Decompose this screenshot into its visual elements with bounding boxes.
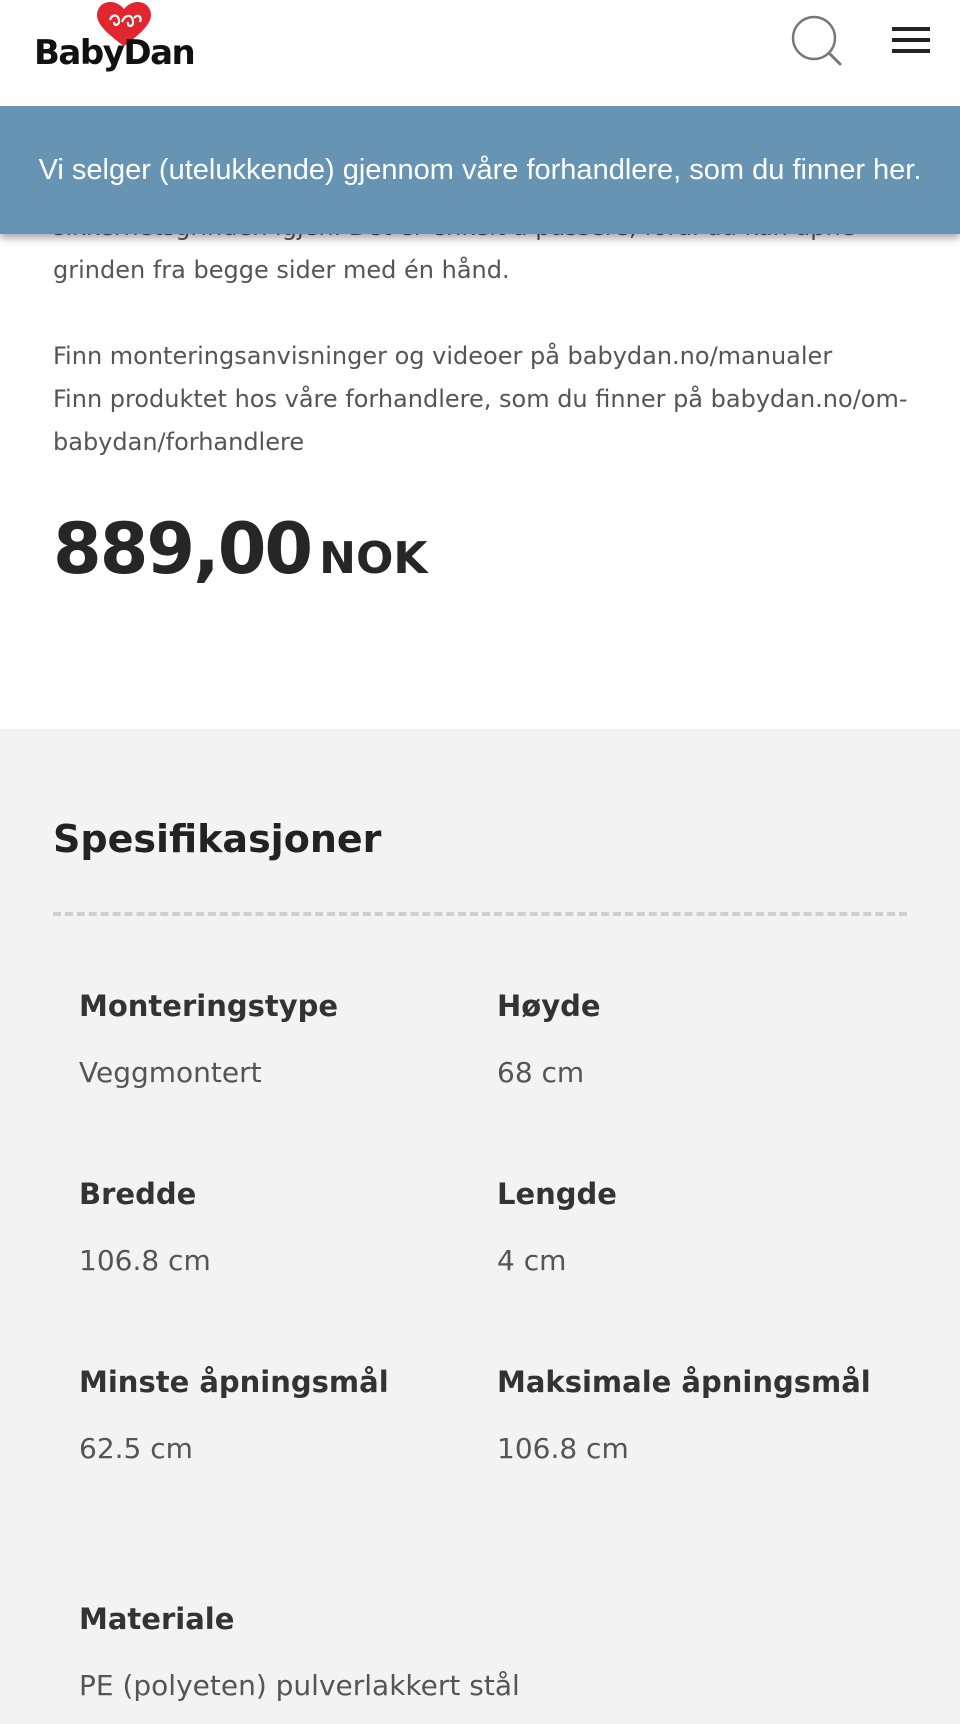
spec-label: Lengde	[497, 1177, 617, 1211]
site-header	[0, 0, 960, 106]
dealers-link-text-cont: babydan/forhandlere	[53, 428, 305, 456]
specifications-title: Spesifikasjoner	[53, 817, 382, 861]
spec-value: 62.5 cm	[79, 1432, 193, 1465]
spec-value: 106.8 cm	[79, 1244, 211, 1277]
dealer-notice-text: Vi selger (utelukkende) gjennom våre forhandlere, som du finner her.	[38, 154, 922, 186]
price-amount: 889,00	[53, 508, 312, 590]
spec-label: Minste åpningsmål	[79, 1365, 389, 1399]
spec-length	[497, 1177, 897, 1277]
spec-value: PE (polyeten) pulverlakkert stål	[79, 1669, 520, 1702]
spec-label: Høyde	[497, 989, 601, 1023]
spec-label: Monteringstype	[79, 989, 339, 1023]
spec-value: 68 cm	[497, 1056, 585, 1089]
product-description	[53, 206, 933, 464]
spec-height	[497, 989, 897, 1089]
spec-mounting-type	[79, 989, 479, 1089]
logo-text: BabyDan	[34, 33, 195, 73]
price-currency: NOK	[319, 533, 428, 584]
search-button[interactable]	[790, 14, 846, 70]
spec-label: Bredde	[79, 1177, 197, 1211]
spec-min-opening	[79, 1365, 479, 1465]
dashed-divider	[53, 912, 907, 916]
product-price	[53, 508, 427, 590]
description-line: grinden fra begge sider med én hånd.	[53, 256, 510, 284]
spec-value: 106.8 cm	[497, 1432, 629, 1465]
spec-width	[79, 1177, 479, 1277]
spec-value: 4 cm	[497, 1244, 567, 1277]
search-icon	[790, 14, 846, 70]
hamburger-menu-icon	[886, 20, 936, 60]
specifications-section	[0, 729, 960, 1724]
dealer-notice-banner[interactable]	[0, 106, 960, 234]
menu-button[interactable]	[886, 20, 936, 60]
manuals-link-text: Finn monteringsanvisninger og videoer på babydan.no/manualer	[53, 342, 833, 370]
dealers-link-text: Finn produktet hos våre forhandlere, som du finner på babydan.no/om-	[53, 385, 908, 413]
babydan-logo[interactable]	[34, 0, 195, 80]
spec-value: Veggmontert	[79, 1056, 262, 1089]
spec-material	[79, 1602, 779, 1702]
spec-label: Materiale	[79, 1602, 235, 1636]
spec-max-opening	[497, 1365, 897, 1465]
spec-label: Maksimale åpningsmål	[497, 1365, 871, 1399]
